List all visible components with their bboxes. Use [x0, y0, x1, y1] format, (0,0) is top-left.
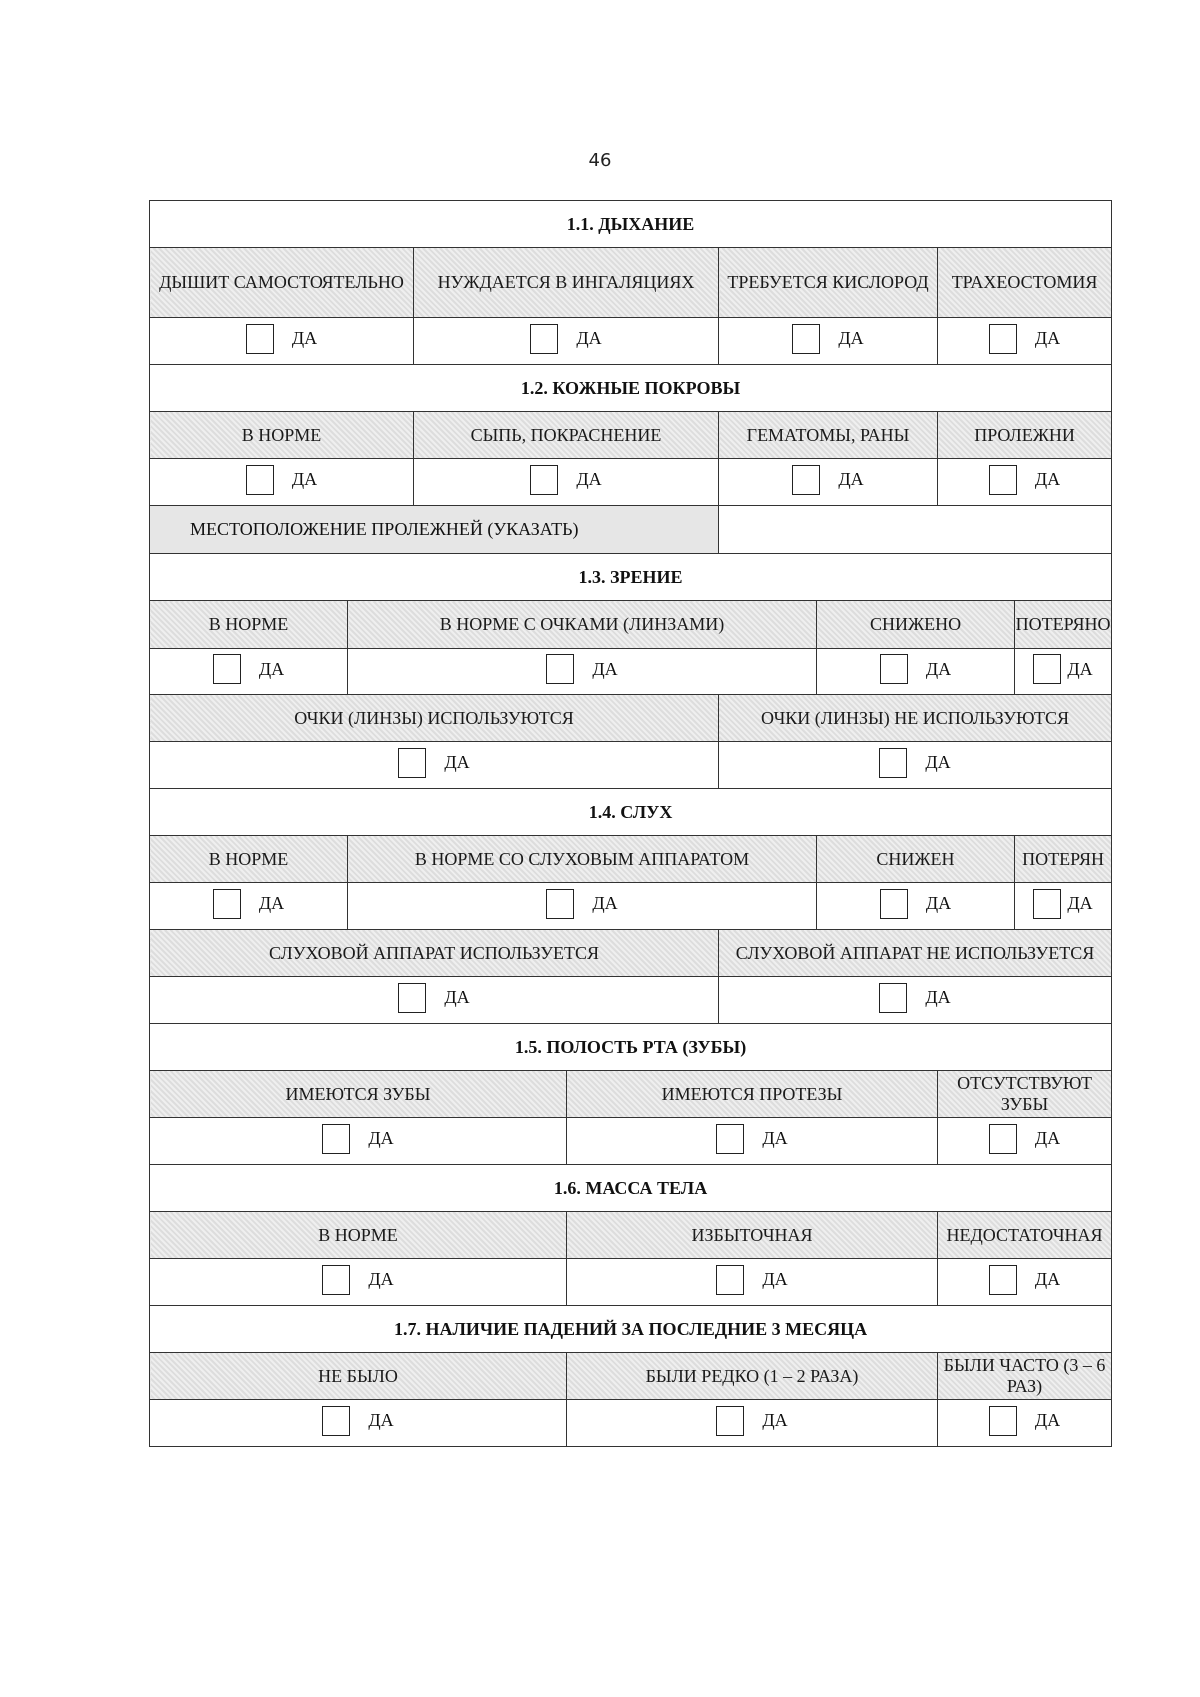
checkbox-hearing-normal[interactable]: [213, 889, 241, 919]
checkbox-vision-reduced[interactable]: [880, 654, 908, 684]
checkbox-cell: [348, 883, 817, 930]
checkbox-breathing-oxygen[interactable]: [792, 324, 820, 354]
checkbox-cell: [150, 649, 348, 695]
option-label-glasses-used: ОЧКИ (ЛИНЗЫ) ИСПОЛЬЗУЮТСЯ: [150, 695, 719, 742]
option-label-skin-bedsores: ПРОЛЕЖНИ: [938, 412, 1112, 459]
yes-label: ДА: [368, 1128, 394, 1149]
yes-label: ДА: [1034, 469, 1061, 490]
yes-label: ДА: [258, 658, 285, 679]
checkbox-cell: [719, 318, 938, 365]
checkbox-cell: [1015, 883, 1112, 930]
option-label-skin-hematoma: ГЕМАТОМЫ, РАНЫ: [719, 412, 938, 459]
yes-label: ДА: [576, 469, 602, 490]
yes-label: ДА: [925, 987, 951, 1008]
section-title-oral: 1.5. ПОЛОСТЬ РТА (ЗУБЫ): [150, 1024, 1112, 1071]
option-label-breathing-independent: ДЫШИТ САМОСТОЯТЕЛЬНО: [150, 248, 414, 318]
yes-label: ДА: [1034, 1128, 1061, 1149]
yes-label: ДА: [1067, 658, 1093, 679]
checkbox-cell: [150, 1118, 567, 1165]
yes-label: ДА: [762, 1269, 788, 1290]
checkbox-cell: [348, 649, 817, 695]
yes-label: ДА: [444, 987, 470, 1008]
option-label-falls-rare: БЫЛИ РЕДКО (1 – 2 РАЗА): [567, 1353, 938, 1400]
checkbox-cell: [1015, 649, 1112, 695]
option-label-falls-frequent: БЫЛИ ЧАСТО (3 – 6 РАЗ): [938, 1353, 1112, 1400]
checkbox-hearing-aid-not-used[interactable]: [879, 983, 907, 1013]
yes-label: ДА: [368, 1269, 394, 1290]
checkbox-skin-bedsores[interactable]: [989, 465, 1017, 495]
checkbox-cell: [817, 649, 1015, 695]
checkbox-cell: [150, 1259, 567, 1306]
checkbox-skin-rash[interactable]: [530, 465, 558, 495]
checkbox-cell: [719, 459, 938, 506]
section-title-breathing: 1.1. ДЫХАНИЕ: [150, 201, 1112, 248]
checkbox-weight-excess[interactable]: [716, 1265, 744, 1295]
yes-label: ДА: [1034, 1410, 1061, 1431]
checkbox-weight-insufficient[interactable]: [989, 1265, 1017, 1295]
yes-label: ДА: [925, 658, 952, 679]
checkbox-cell: [567, 1400, 938, 1447]
yes-label: ДА: [762, 1410, 788, 1431]
checkbox-cell: [938, 1259, 1112, 1306]
yes-label: ДА: [925, 893, 952, 914]
checkbox-vision-normal[interactable]: [213, 654, 241, 684]
section-title-vision: 1.3. ЗРЕНИЕ: [150, 554, 1112, 601]
checkbox-breathing-independent[interactable]: [246, 324, 274, 354]
checkbox-cell: [719, 977, 1112, 1024]
option-label-falls-none: НЕ БЫЛО: [150, 1353, 567, 1400]
checkbox-teeth-present[interactable]: [322, 1124, 350, 1154]
checkbox-cell: [938, 318, 1112, 365]
option-label-vision-glasses: В НОРМЕ С ОЧКАМИ (ЛИНЗАМИ): [348, 601, 817, 649]
checkbox-cell: [719, 742, 1112, 789]
yes-label: ДА: [592, 893, 618, 914]
yes-label: ДА: [1067, 893, 1093, 914]
yes-label: ДА: [838, 469, 864, 490]
checkbox-glasses-not-used[interactable]: [879, 748, 907, 778]
checkbox-cell: [150, 1400, 567, 1447]
checkbox-cell: [817, 883, 1015, 930]
checkbox-cell: [150, 977, 719, 1024]
option-label-hearing-aid: В НОРМЕ СО СЛУХОВЫМ АППАРАТОМ: [348, 836, 817, 883]
checkbox-hearing-lost[interactable]: [1033, 889, 1061, 919]
yes-label: ДА: [1034, 1269, 1061, 1290]
checkbox-vision-lost[interactable]: [1033, 654, 1061, 684]
checkbox-cell: [414, 318, 719, 365]
checkbox-skin-normal[interactable]: [246, 465, 274, 495]
yes-label: ДА: [291, 469, 318, 490]
bedsore-location-label: МЕСТОПОЛОЖЕНИЕ ПРОЛЕЖНЕЙ (УКАЗАТЬ): [150, 506, 719, 554]
checkbox-falls-rare[interactable]: [716, 1406, 744, 1436]
section-title-falls: 1.7. НАЛИЧИЕ ПАДЕНИЙ ЗА ПОСЛЕДНИЕ 3 МЕСЯЦА: [150, 1306, 1112, 1353]
checkbox-cell: [150, 318, 414, 365]
yes-label: ДА: [576, 328, 602, 349]
checkbox-cell: [150, 742, 719, 789]
checkbox-dentures[interactable]: [716, 1124, 744, 1154]
checkbox-glasses-used[interactable]: [398, 748, 426, 778]
checkbox-breathing-inhalations[interactable]: [530, 324, 558, 354]
checkbox-vision-glasses[interactable]: [546, 654, 574, 684]
checkbox-cell: [938, 459, 1112, 506]
checkbox-cell: [150, 883, 348, 930]
option-label-glasses-not-used: ОЧКИ (ЛИНЗЫ) НЕ ИСПОЛЬЗУЮТСЯ: [719, 695, 1112, 742]
section-title-skin: 1.2. КОЖНЫЕ ПОКРОВЫ: [150, 365, 1112, 412]
option-label-hearing-normal: В НОРМЕ: [150, 836, 348, 883]
option-label-breathing-oxygen: ТРЕБУЕТСЯ КИСЛОРОД: [719, 248, 938, 318]
checkbox-hearing-aid-used[interactable]: [398, 983, 426, 1013]
checkbox-cell: [567, 1259, 938, 1306]
option-label-weight-normal: В НОРМЕ: [150, 1212, 567, 1259]
section-title-weight: 1.6. МАССА ТЕЛА: [150, 1165, 1112, 1212]
checkbox-skin-hematoma[interactable]: [792, 465, 820, 495]
option-label-weight-excess: ИЗБЫТОЧНАЯ: [567, 1212, 938, 1259]
option-label-breathing-inhalations: НУЖДАЕТСЯ В ИНГАЛЯЦИЯХ: [414, 248, 719, 318]
option-label-skin-rash: СЫПЬ, ПОКРАСНЕНИЕ: [414, 412, 719, 459]
page-number: 46: [588, 150, 612, 171]
yes-label: ДА: [291, 328, 318, 349]
checkbox-cell: [414, 459, 719, 506]
checkbox-cell: [938, 1118, 1112, 1165]
checkbox-cell: [938, 1400, 1112, 1447]
checkbox-hearing-aid[interactable]: [546, 889, 574, 919]
assessment-form-table: [149, 200, 1112, 1447]
checkbox-breathing-tracheostomy[interactable]: [989, 324, 1017, 354]
checkbox-hearing-reduced[interactable]: [880, 889, 908, 919]
option-label-skin-normal: В НОРМЕ: [150, 412, 414, 459]
yes-label: ДА: [258, 893, 285, 914]
option-label-teeth-absent: ОТСУТСТВУЮТ ЗУБЫ: [938, 1071, 1112, 1118]
option-label-dentures: ИМЕЮТСЯ ПРОТЕЗЫ: [567, 1071, 938, 1118]
checkbox-cell: [567, 1118, 938, 1165]
section-title-hearing: 1.4. СЛУХ: [150, 789, 1112, 836]
option-label-vision-reduced: СНИЖЕНО: [817, 601, 1015, 649]
checkbox-weight-normal[interactable]: [322, 1265, 350, 1295]
option-label-hearing-aid-used: СЛУХОВОЙ АППАРАТ ИСПОЛЬЗУЕТСЯ: [150, 930, 719, 977]
option-label-hearing-aid-not-used: СЛУХОВОЙ АППАРАТ НЕ ИСПОЛЬЗУЕТСЯ: [719, 930, 1112, 977]
yes-label: ДА: [444, 752, 470, 773]
option-label-breathing-tracheostomy: ТРАХЕОСТОМИЯ: [938, 248, 1112, 318]
yes-label: ДА: [838, 328, 864, 349]
checkbox-teeth-absent[interactable]: [989, 1124, 1017, 1154]
bedsore-location-field[interactable]: [719, 506, 1112, 554]
option-label-vision-normal: В НОРМЕ: [150, 601, 348, 649]
checkbox-cell: [150, 459, 414, 506]
checkbox-falls-frequent[interactable]: [989, 1406, 1017, 1436]
option-label-teeth-present: ИМЕЮТСЯ ЗУБЫ: [150, 1071, 567, 1118]
option-label-vision-lost: ПОТЕРЯНО: [1015, 601, 1112, 649]
yes-label: ДА: [368, 1410, 394, 1431]
yes-label: ДА: [1034, 328, 1061, 349]
option-label-hearing-reduced: СНИЖЕН: [817, 836, 1015, 883]
yes-label: ДА: [762, 1128, 788, 1149]
yes-label: ДА: [925, 752, 951, 773]
option-label-weight-insufficient: НЕДОСТАТОЧНАЯ: [938, 1212, 1112, 1259]
option-label-hearing-lost: ПОТЕРЯН: [1015, 836, 1112, 883]
checkbox-falls-none[interactable]: [322, 1406, 350, 1436]
yes-label: ДА: [592, 658, 618, 679]
